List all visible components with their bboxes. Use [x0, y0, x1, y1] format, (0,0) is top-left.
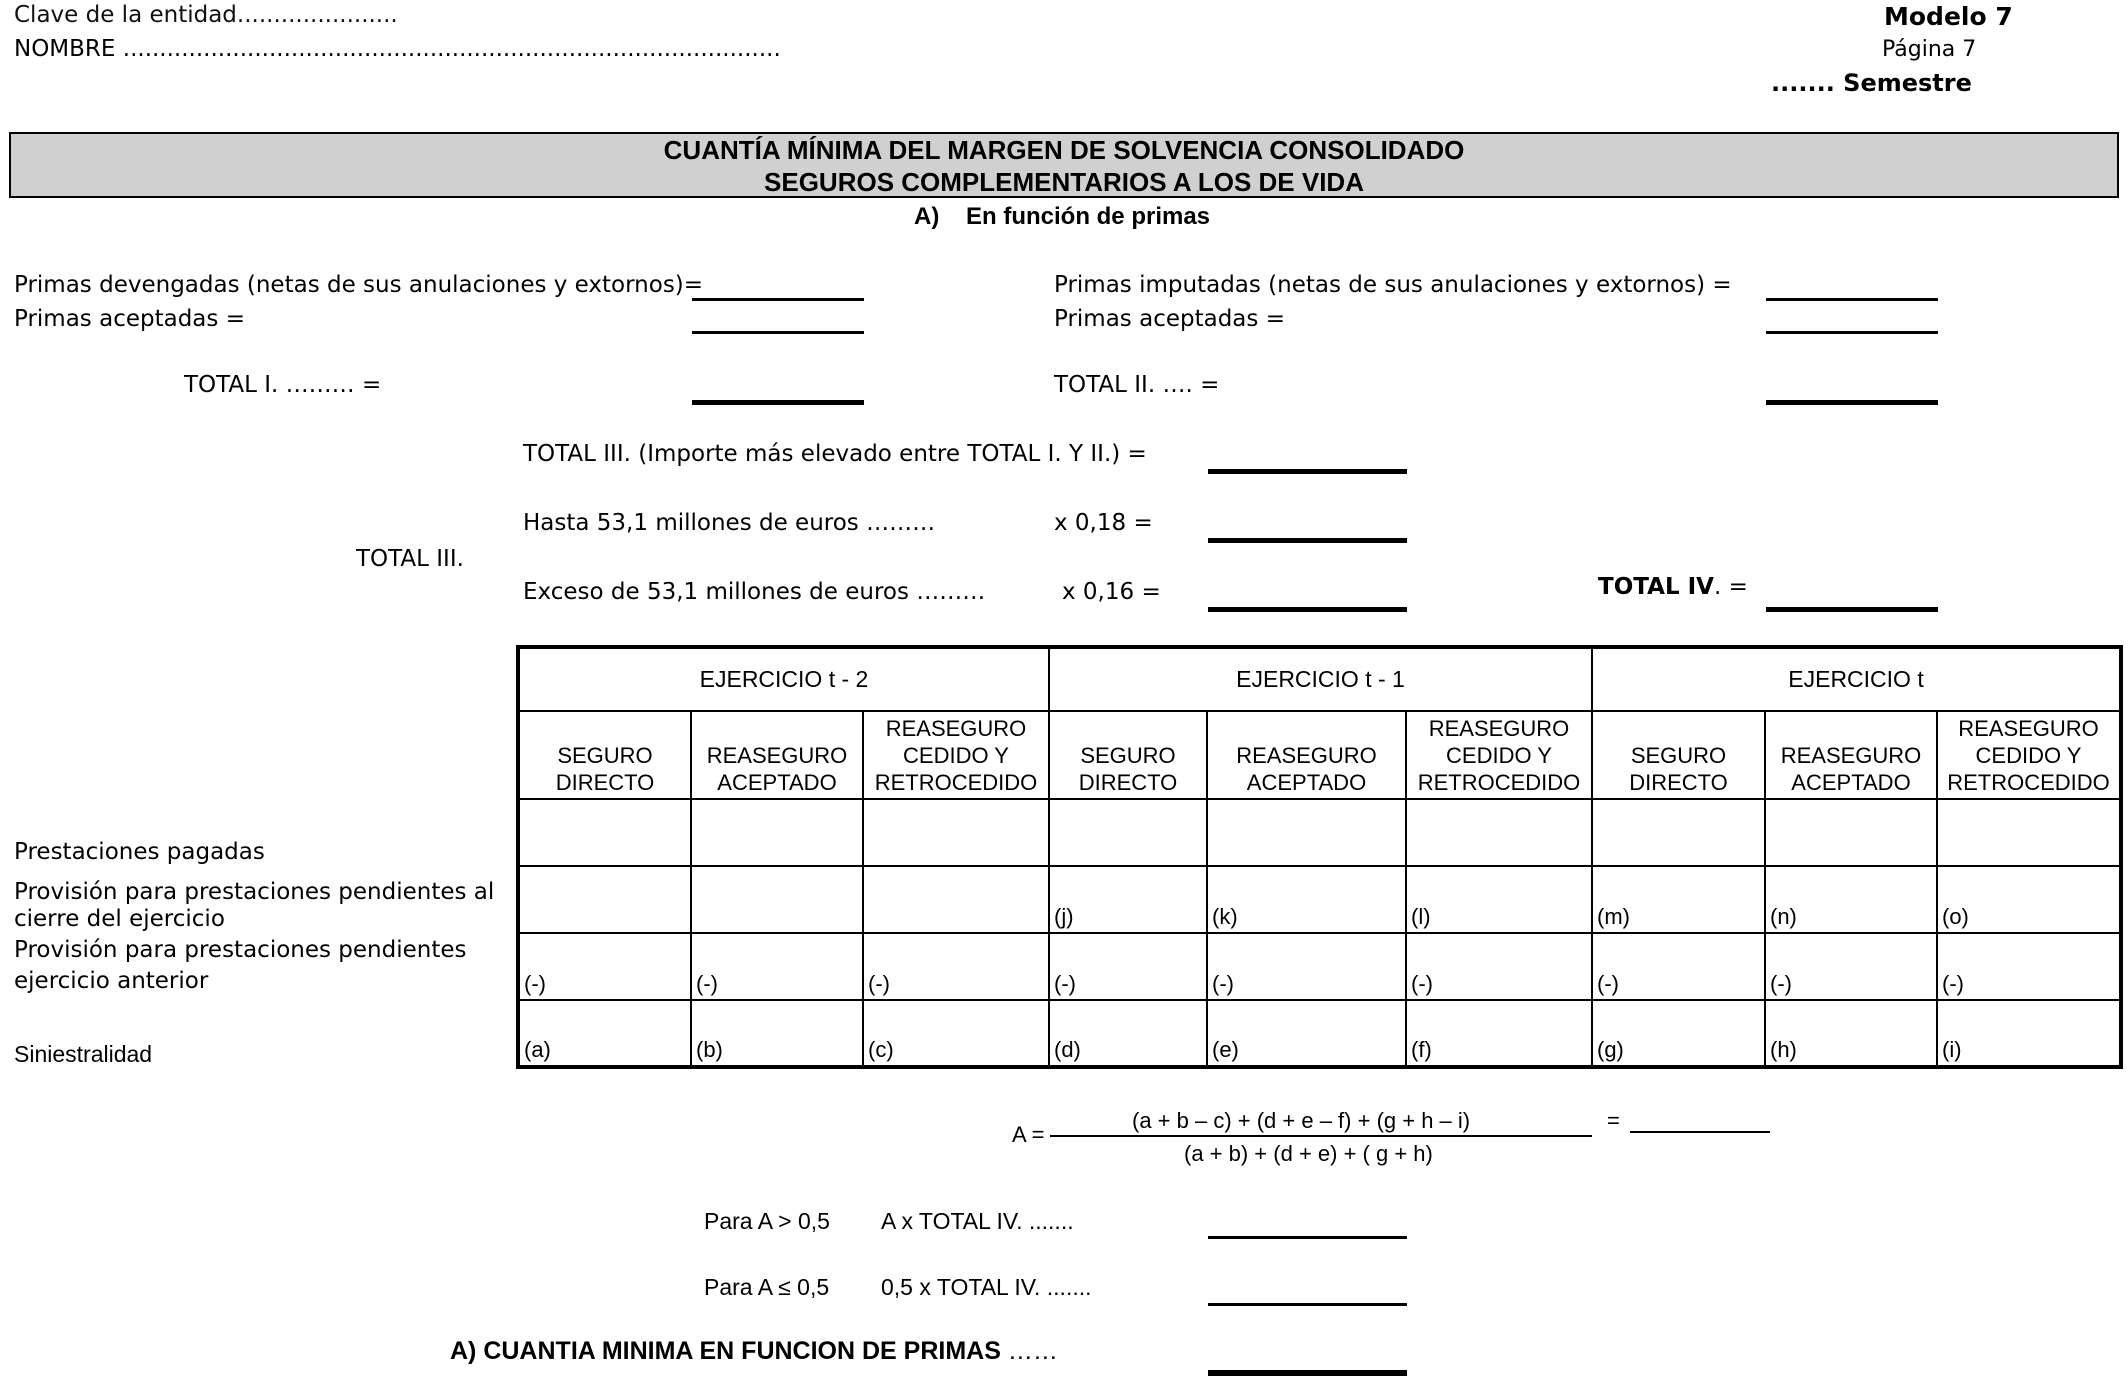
provision-anterior-cell[interactable]	[863, 933, 1049, 1000]
col-header-reaseguro-cedido: REASEGURO CEDIDO Y RETROCEDIDO	[863, 711, 1049, 799]
col-header-reaseguro-aceptado: REASEGURO ACEPTADO	[691, 711, 863, 799]
prestaciones-pagadas-cell[interactable]	[1765, 799, 1937, 866]
provision-cierre-cell-tag: (l)	[1411, 904, 1431, 929]
total3-blank[interactable]	[1208, 469, 1407, 474]
siniestralidad-cell-tag: (b)	[696, 1037, 723, 1062]
cond2-blank[interactable]	[1208, 1303, 1407, 1306]
siniestralidad-cell[interactable]	[1592, 1000, 1765, 1067]
siniestralidad-cell-tag: (c)	[868, 1037, 894, 1062]
total4-blank[interactable]	[1766, 607, 1938, 612]
siniestralidad-cell-tag: (e)	[1212, 1037, 1239, 1062]
primas-imputadas-label: Primas imputadas (netas de sus anulaciones y extornos) =	[1054, 272, 1732, 298]
siniestralidad-cell-tag: (f)	[1411, 1037, 1432, 1062]
provision-anterior-cell-tag: (-)	[1054, 971, 1076, 996]
col-header-reaseguro-cedido: REASEGURO CEDIDO Y RETROCEDIDO	[1406, 711, 1592, 799]
col-header-reaseguro-cedido: REASEGURO CEDIDO Y RETROCEDIDO	[1937, 711, 2121, 799]
siniestralidad-cell[interactable]	[518, 1000, 691, 1067]
primas-aceptadas-right-label: Primas aceptadas =	[1054, 306, 1285, 332]
provision-anterior-cell[interactable]	[518, 933, 691, 1000]
hasta-factor: x 0,18 =	[1054, 510, 1153, 536]
siniestralidad-cell[interactable]	[1049, 1000, 1207, 1067]
provision-anterior-cell-tag: (-)	[1212, 971, 1234, 996]
total4-label: TOTAL IV. =	[1598, 574, 1748, 600]
provision-anterior-cell-tag: (-)	[1411, 971, 1433, 996]
total3-side-label: TOTAL III.	[356, 546, 464, 572]
siniestralidad-cell-tag: (g)	[1597, 1037, 1624, 1062]
prestaciones-pagadas-cell[interactable]	[1207, 799, 1406, 866]
provision-anterior-cell-tag: (-)	[1770, 971, 1792, 996]
cond1-blank[interactable]	[1208, 1236, 1407, 1239]
nombre-field: NOMBRE ..........................................................................................	[14, 36, 781, 62]
provision-anterior-cell[interactable]	[1765, 933, 1937, 1000]
provision-anterior-cell-tag: (-)	[868, 971, 890, 996]
hasta-blank[interactable]	[1208, 538, 1407, 543]
provision-anterior-cell[interactable]	[1207, 933, 1406, 1000]
semestre-label: ....... Semestre	[1771, 69, 1972, 97]
primas-devengadas-blank[interactable]	[692, 298, 864, 301]
provision-anterior-cell[interactable]	[1937, 933, 2121, 1000]
year-header-t1: EJERCICIO t - 1	[1049, 647, 1592, 711]
exceso-blank[interactable]	[1208, 607, 1407, 612]
row-label-siniestralidad: Siniestralidad	[14, 1041, 153, 1067]
provision-cierre-cell[interactable]	[1049, 866, 1207, 933]
provision-cierre-cell-tag: (m)	[1597, 904, 1630, 929]
formula-denominator: (a + b) + (d + e) + ( g + h)	[1184, 1141, 1433, 1166]
siniestralidad-cell-tag: (d)	[1054, 1037, 1081, 1062]
formula-lhs: A =	[1012, 1122, 1045, 1147]
provision-anterior-cell-tag: (-)	[1942, 971, 1964, 996]
year-header-t2: EJERCICIO t - 2	[518, 647, 1049, 711]
primas-aceptadas-right-blank[interactable]	[1766, 331, 1938, 334]
provision-anterior-cell[interactable]	[691, 933, 863, 1000]
provision-cierre-cell-tag: (k)	[1212, 904, 1238, 929]
siniestralidad-cell[interactable]	[863, 1000, 1049, 1067]
formula-eq: =	[1607, 1108, 1620, 1133]
siniestralidad-cell[interactable]	[1937, 1000, 2121, 1067]
siniestralidad-cell[interactable]	[1765, 1000, 1937, 1067]
provision-cierre-cell[interactable]	[1406, 866, 1592, 933]
title-line1: CUANTÍA MÍNIMA DEL MARGEN DE SOLVENCIA CONSOLIDADO	[663, 135, 1465, 165]
provision-anterior-cell[interactable]	[1049, 933, 1207, 1000]
pagina-label: Página 7	[1882, 37, 1977, 62]
provision-cierre-cell-tag: (n)	[1770, 904, 1797, 929]
provision-anterior-cell-tag: (-)	[696, 971, 718, 996]
cond2-label: Para A ≤ 0,5	[704, 1274, 830, 1300]
col-header-reaseguro-aceptado: REASEGURO ACEPTADO	[1765, 711, 1937, 799]
title-line2: SEGUROS COMPLEMENTARIOS A LOS DE VIDA	[764, 167, 1364, 197]
provision-cierre-cell[interactable]	[1937, 866, 2121, 933]
prestaciones-pagadas-cell[interactable]	[691, 799, 863, 866]
provision-cierre-cell[interactable]	[1765, 866, 1937, 933]
cond2-value: 0,5 x TOTAL IV. .......	[881, 1274, 1092, 1300]
siniestralidad-cell-tag: (h)	[1770, 1037, 1797, 1062]
provision-cierre-cell[interactable]	[518, 866, 691, 933]
col-header-reaseguro-aceptado: REASEGURO ACEPTADO	[1207, 711, 1406, 799]
fraction-bar	[1050, 1135, 1592, 1137]
provision-cierre-cell-tag: (j)	[1054, 904, 1074, 929]
row-label-prov-anterior-2: ejercicio anterior	[14, 968, 209, 994]
prestaciones-pagadas-cell[interactable]	[518, 799, 691, 866]
primas-aceptadas-left-label: Primas aceptadas =	[14, 306, 245, 332]
year-header-t: EJERCICIO t	[1592, 647, 2121, 711]
siniestralidad-cell[interactable]	[1207, 1000, 1406, 1067]
provision-anterior-cell-tag: (-)	[524, 971, 546, 996]
primas-imputadas-blank[interactable]	[1766, 298, 1938, 301]
total3-line-label: TOTAL III. (Importe más elevado entre TOTAL I. Y II.) =	[523, 441, 1147, 467]
provision-cierre-cell[interactable]	[1592, 866, 1765, 933]
formula-numerator: (a + b – c) + (d + e – f) + (g + h – i)	[1132, 1108, 1471, 1133]
title-box	[9, 132, 2119, 198]
total1-label: TOTAL I. ……… =	[184, 372, 382, 398]
row-label-prov-cierre-1: Provisión para prestaciones pendientes al	[14, 879, 495, 905]
exceso-factor: x 0,16 =	[1062, 579, 1161, 605]
prestaciones-pagadas-cell[interactable]	[1049, 799, 1207, 866]
col-header-seguro-directo: SEGURO DIRECTO	[518, 711, 691, 799]
siniestralidad-cell[interactable]	[691, 1000, 863, 1067]
row-label-pagadas: Prestaciones pagadas	[14, 839, 265, 865]
siniestralidad-table	[516, 645, 2123, 1069]
prestaciones-pagadas-cell[interactable]	[1406, 799, 1592, 866]
cond1-value: A x TOTAL IV. .......	[881, 1208, 1074, 1234]
provision-anterior-cell[interactable]	[1406, 933, 1592, 1000]
provision-cierre-cell[interactable]	[1207, 866, 1406, 933]
prestaciones-pagadas-cell[interactable]	[863, 799, 1049, 866]
primas-aceptadas-left-blank[interactable]	[692, 331, 864, 334]
hasta-label: Hasta 53,1 millones de euros ………	[523, 510, 936, 536]
row-label-prov-cierre-2: cierre del ejercicio	[14, 906, 225, 932]
provision-cierre-cell-tag: (o)	[1942, 904, 1969, 929]
section-heading: A) En función de primas	[914, 203, 1211, 230]
siniestralidad-cell-tag: (i)	[1942, 1037, 1962, 1062]
clave-entidad: Clave de la entidad......................	[14, 2, 398, 28]
cond1-label: Para A > 0,5	[704, 1208, 830, 1234]
prestaciones-pagadas-cell[interactable]	[1592, 799, 1765, 866]
prestaciones-pagadas-cell[interactable]	[1937, 799, 2121, 866]
siniestralidad-cell-tag: (a)	[524, 1037, 551, 1062]
provision-cierre-cell[interactable]	[863, 866, 1049, 933]
formula-result-blank[interactable]	[1630, 1131, 1770, 1133]
total2-label: TOTAL II. …. =	[1054, 372, 1220, 398]
final-blank[interactable]	[1208, 1370, 1407, 1376]
final-label: A) CUANTIA MINIMA EN FUNCION DE PRIMAS ……	[450, 1337, 1058, 1365]
total2-blank[interactable]	[1766, 400, 1938, 405]
siniestralidad-cell[interactable]	[1406, 1000, 1592, 1067]
col-header-seguro-directo: SEGURO DIRECTO	[1049, 711, 1207, 799]
col-header-seguro-directo: SEGURO DIRECTO	[1592, 711, 1765, 799]
total1-blank[interactable]	[692, 400, 864, 405]
primas-devengadas-label: Primas devengadas (netas de sus anulaciones y extornos)=	[14, 272, 704, 298]
provision-cierre-cell[interactable]	[691, 866, 863, 933]
exceso-label: Exceso de 53,1 millones de euros ………	[523, 579, 986, 605]
provision-anterior-cell[interactable]	[1592, 933, 1765, 1000]
row-label-prov-anterior-1: Provisión para prestaciones pendientes	[14, 937, 467, 963]
provision-anterior-cell-tag: (-)	[1597, 971, 1619, 996]
modelo-label: Modelo 7	[1884, 2, 2013, 31]
